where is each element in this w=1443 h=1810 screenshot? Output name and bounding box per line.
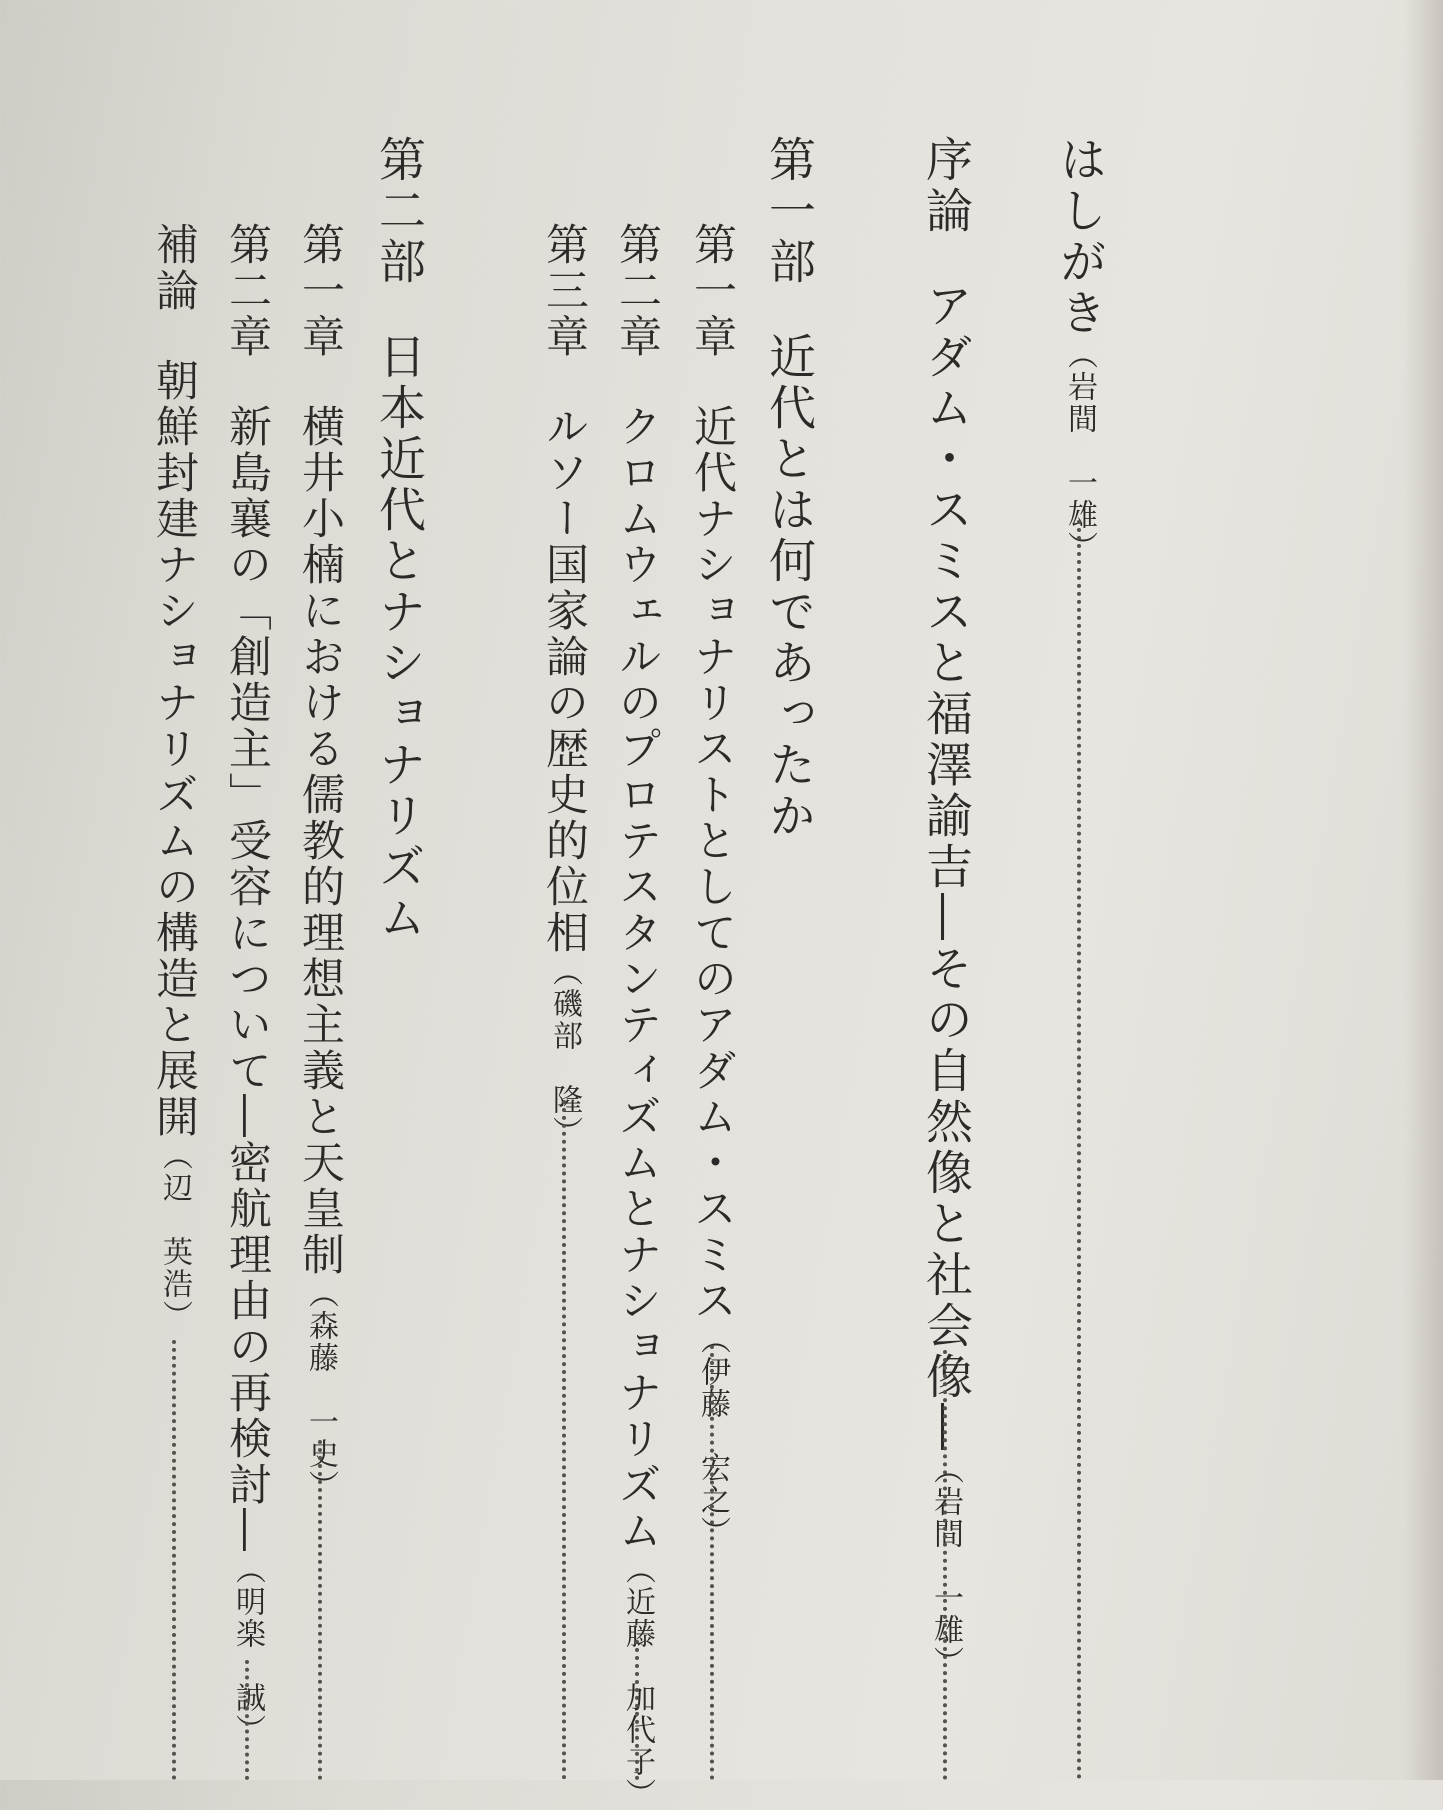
toc-preface[interactable] <box>1052 135 1107 563</box>
page-edge-shadow <box>1403 0 1443 1780</box>
toc-part1-chapter3[interactable] <box>539 222 589 1148</box>
toc-part2 <box>371 135 426 944</box>
toc-part2-supplement[interactable] <box>149 222 199 1332</box>
chapter-label: 第三章 <box>539 222 589 360</box>
part1-label: 第一部 <box>761 135 816 288</box>
leader-dots <box>172 1340 176 1780</box>
chapter-title: 朝鮮封建ナショナリズムの構造と展開 <box>149 358 199 1140</box>
intro-title: アダム・スミスと福澤諭吉―その自然像と社会像― <box>918 281 973 1454</box>
leader-dots <box>1077 520 1081 1780</box>
leader-dots <box>710 1345 714 1780</box>
chapter-title: ルソー国家論の歴史的位相 <box>539 404 589 956</box>
chapter-label: 第二章 <box>222 222 272 360</box>
chapter-author: （森藤 一史） <box>303 1278 338 1502</box>
part2-title: 日本近代とナショナリズム <box>371 332 426 944</box>
chapter-author: （明楽 誠） <box>230 1554 265 1746</box>
intro-author: （岩間 一雄） <box>928 1454 963 1678</box>
chapter-title: 新島襄の「創造主」受容について―密航理由の再検討― <box>222 404 272 1554</box>
chapter-author: （伊藤 宏之） <box>695 1324 730 1548</box>
leader-dots <box>318 1440 322 1780</box>
intro-label: 序論 <box>918 135 973 237</box>
toc-part1 <box>761 135 816 842</box>
toc-part1-chapter2[interactable] <box>612 222 662 1810</box>
toc-part2-chapter2[interactable] <box>222 222 272 1746</box>
chapter-label: 補論 <box>149 222 199 314</box>
preface-author: （岩間 一雄） <box>1062 339 1097 563</box>
chapter-title: 近代ナショナリストとしてのアダム・スミス <box>687 404 737 1324</box>
toc-part2-chapter1[interactable] <box>295 222 345 1502</box>
chapter-title: クロムウェルのプロテスタンティズムとナショナリズム <box>612 404 662 1554</box>
leader-dots <box>635 1640 639 1780</box>
leader-dots <box>245 1660 249 1780</box>
chapter-label: 第一章 <box>687 222 737 360</box>
chapter-author: （磯部 隆） <box>547 956 582 1148</box>
chapter-author: （近藤 加代子） <box>620 1554 655 1810</box>
part1-title: 近代とは何であったか <box>761 332 816 842</box>
leader-dots <box>562 1100 566 1780</box>
chapter-label: 第二章 <box>612 222 662 360</box>
leader-dots <box>943 1350 947 1780</box>
chapter-label: 第一章 <box>295 222 345 360</box>
chapter-title: 横井小楠における儒教的理想主義と天皇制 <box>295 404 345 1278</box>
chapter-author: （辺 英浩） <box>157 1140 192 1332</box>
part2-label: 第二部 <box>371 135 426 288</box>
preface-title: はしがき <box>1052 135 1107 339</box>
